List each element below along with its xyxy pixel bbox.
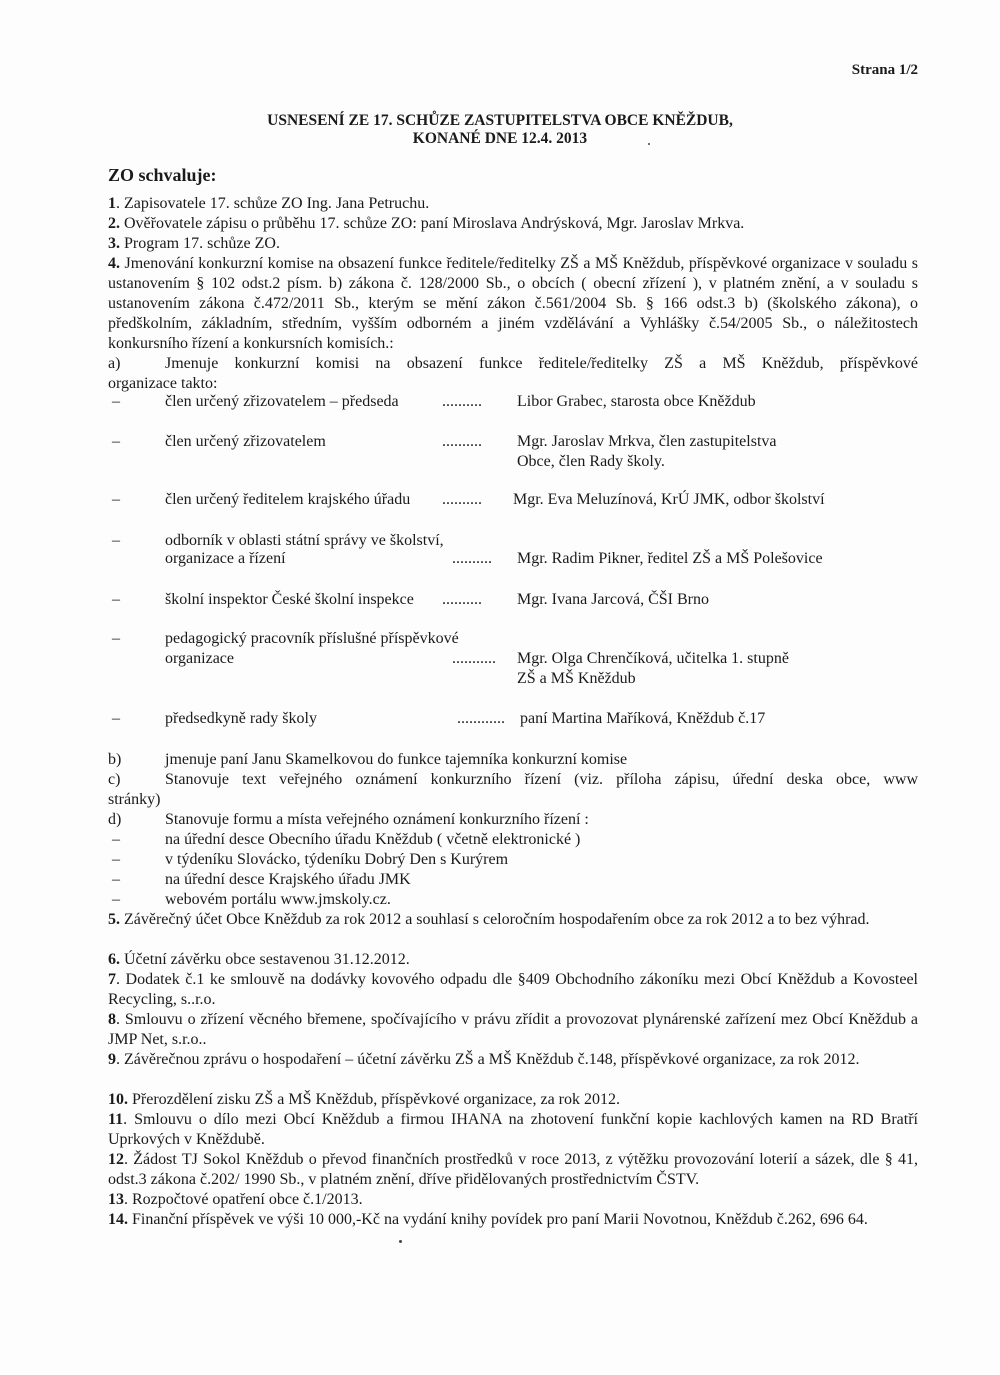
item-number: 11 [108,1111,124,1128]
section-heading: ZO schvaluje: [108,165,217,185]
member-role: předsedkyně rady školy [165,710,317,727]
resolution-item-2 [108,214,918,234]
member-name: Mgr. Eva Meluzínová, KrÚ JMK, odbor školství [513,491,825,508]
member-name: Mgr. Radim Pikner, ředitel ZŠ a MŠ Polešovice [517,550,823,567]
list-item [108,830,918,850]
list-item-text: webovém portálu www.jmskoly.cz. [165,891,391,908]
subitem-text: Jmenuje konkurzní komisi na obsazení funkce ředitele/ředitelky ZŠ a MŠ Kněždub, příspěvkové [165,355,918,372]
resolution-item-10 [108,1090,918,1110]
member-name: Libor Grabec, starosta obce Kněždub [517,393,756,410]
subitem-d [108,810,918,830]
item-text: . Zapisovatele 17. schůze ZO Ing. Jana Petruchu. [116,195,430,212]
dash: – [112,891,120,908]
dash: – [112,630,120,647]
subitem-c [108,770,918,790]
subitem-a [108,354,918,374]
item-text: . Smlouvu o zřízení věcného břemene, spočívajícího v právu zřídit a provozovat plynárenské zařízení mez Obcí Kněždub a JMP Net, s.r.o.. [108,1011,918,1048]
resolution-item-8 [108,1010,918,1050]
member-role: člen určený zřizovatelem [165,433,326,450]
dash: – [112,532,120,549]
dash: – [112,433,120,450]
member-role: člen určený zřizovatelem – předseda [165,393,399,410]
committee-member [0,433,1000,473]
item-number: 3. [108,235,120,252]
item-text: . Dodatek č.1 ke smlouvě na dodávky kovového odpadu dle §409 Obchodního zákoníku mezi Obcí Kněždub a Kovosteel Recycling, s..r.o. [108,971,918,1008]
list-item [108,870,918,890]
item-text: . Rozpočtové opatření obce č.1/2013. [124,1191,363,1208]
list-item [108,850,918,870]
leader-dots: .......... [452,550,492,567]
resolution-item-4 [108,254,918,354]
item-text: Závěrečný účet Obce Kněždub za rok 2012 a souhlasí s celoročním hospodařením obce za rok 2012 a to bez výhrad. [120,911,870,928]
item-number: 8 [108,1011,116,1028]
member-name: paní Martina Maříková, Kněždub č.17 [520,710,766,727]
resolution-item-12 [108,1150,918,1190]
document-title-line1: USNESENÍ ZE 17. SCHŮZE ZASTUPITELSTVA OBCE KNĚŽDUB, [267,112,733,129]
subitem-text: jmenuje paní Janu Skamelkovou do funkce tajemníka konkurzní komise [165,751,628,768]
item-number: 1 [108,195,116,212]
member-role: člen určený ředitelem krajského úřadu [165,491,411,508]
committee-member [0,393,1000,413]
subitem-label: b) [108,751,122,768]
item-number: 4. [108,255,120,272]
member-name: Mgr. Ivana Jarcová, ČŠI Brno [517,591,709,608]
item-text: Účetní závěrku obce sestavenou 31.12.2012. [120,951,410,968]
member-role-continuation: organizace [165,650,234,667]
dash: – [112,491,120,508]
list-item-text: na úřední desce Obecního úřadu Kněždub ( včetně elektronické ) [165,831,581,848]
resolution-item-13 [108,1190,918,1210]
committee-member [0,630,1000,690]
member-role: odborník v oblasti státní správy ve školství, [165,532,444,549]
member-name: Mgr. Olga Chrenčíková, učitelka 1. stupně [517,650,789,667]
subitem-label: c) [108,771,121,788]
resolution-item-14 [108,1210,918,1230]
leader-dots: .......... [442,393,482,410]
member-name: Mgr. Jaroslav Mrkva, člen zastupitelstva [517,433,777,450]
item-text: Jmenování konkurzní komise na obsazení funkce ředitele/ředitelky ZŠ a MŠ Kněždub, příspěvkové organizace v souladu s ustanovením § 102 odst.2 písm. b) zákona č. 128/2000 Sb., o obcích ( obecní zřízení ), v platném znění, a v souladu s ustanovením zákona č.472/2011 Sb., kterým se mění zákon č.561/2004 Sb. § 166 odst.3 b) (školského zákona), o předškolním, základním, středním, vyšším odborném a jiném vzdělávání a Vyhlášky č.54/2005 Sb., o náležitostech konkursního řízení a konkursních komisích.: [108,255,918,352]
item-text: . Závěrečnou zprávu o hospodaření – účetní závěrku ZŠ a MŠ Kněždub č.148, příspěvkové organizace, za rok 2012. [116,1051,860,1068]
list-item-text: na úřední desce Krajského úřadu JMK [165,871,411,888]
page-number: Strana 1/2 [851,62,918,78]
item-number: 13 [108,1191,124,1208]
resolution-item-6 [108,950,918,970]
resolution-item-3 [108,234,918,254]
item-number: 14. [108,1211,128,1228]
member-role-continuation: organizace a řízení [165,550,286,567]
item-number: 10. [108,1091,128,1108]
item-number: 2. [108,215,120,232]
dash: – [112,871,120,888]
item-number: 5. [108,911,120,928]
member-role: pedagogický pracovník příslušné příspěvkové [165,630,459,647]
scan-speck [648,143,650,145]
committee-member [0,491,1000,511]
subitem-c-continuation: stránky) [108,791,161,808]
item-text: . Žádost TJ Sokol Kněždub o převod finančních prostředků v roce 2013, z výtěžku provozování loterií a sázek, dle § 41, odst.3 zákona č.202/ 1990 Sb., v platném znění, dříve přidělovaných prostřednictvím ČSTV. [108,1151,918,1188]
dash: – [112,831,120,848]
subitem-label: a) [108,355,121,372]
leader-dots: .......... [442,433,482,450]
dash: – [112,393,120,410]
committee-member [0,532,1000,572]
item-number: 9 [108,1051,116,1068]
leader-dots: .......... [442,491,482,508]
committee-member [0,710,1000,730]
item-text: Program 17. schůze ZO. [120,235,280,252]
document-title-line2: KONANÉ DNE 12.4. 2013 [412,130,588,147]
item-text: . Smlouvu o dílo mezi Obcí Kněždub a firmou IHANA na zhotovení funkční kopie kachlových kamen na RD Bratří Uprkových v Kněždubě. [108,1111,918,1148]
subitem-a-continuation: organizace takto: [108,375,218,392]
resolution-item-7 [108,970,918,1010]
subitem-text: Stanovuje formu a místa veřejného oznámení konkurzního řízení : [165,811,589,828]
leader-dots: .......... [442,591,482,608]
member-name-continuation: ZŠ a MŠ Kněždub [517,670,636,687]
list-item [108,890,918,910]
list-item-text: v týdeníku Slovácko, týdeníku Dobrý Den s Kurýrem [165,851,509,868]
item-number: 7 [108,971,116,988]
subitem-label: d) [108,811,122,828]
resolution-item-5 [108,910,918,930]
item-text: Přerozdělení zisku ZŠ a MŠ Kněždub, příspěvkové organizace, za rok 2012. [128,1091,621,1108]
item-text: Ověřovatele zápisu o průběhu 17. schůze ZO: paní Miroslava Andrýsková, Mgr. Jaroslav Mrkva. [120,215,745,232]
item-number: 12 [108,1151,124,1168]
resolution-item-9 [108,1050,918,1070]
subitem-b [108,750,918,770]
dash: – [112,591,120,608]
dash: – [112,710,120,727]
leader-dots: ........... [452,650,496,667]
member-role: školní inspektor České školní inspekce [165,591,414,608]
committee-member [0,591,1000,611]
item-text: Finanční příspěvek ve výši 10 000,-Kč na vydání knihy povídek pro paní Marii Novotnou, Kněždub č.262, 696 64. [128,1211,868,1228]
leader-dots: ............ [457,710,505,727]
member-name-continuation: Obce, člen Rady školy. [517,453,665,470]
dash: – [112,851,120,868]
item-number: 6. [108,951,120,968]
subitem-text: Stanovuje text veřejného oznámení konkurzního řízení (viz. příloha zápisu, úřední deska obce, www [165,771,918,788]
resolution-item-11 [108,1110,918,1150]
resolution-item-1 [108,194,918,214]
scan-speck [399,1240,402,1243]
